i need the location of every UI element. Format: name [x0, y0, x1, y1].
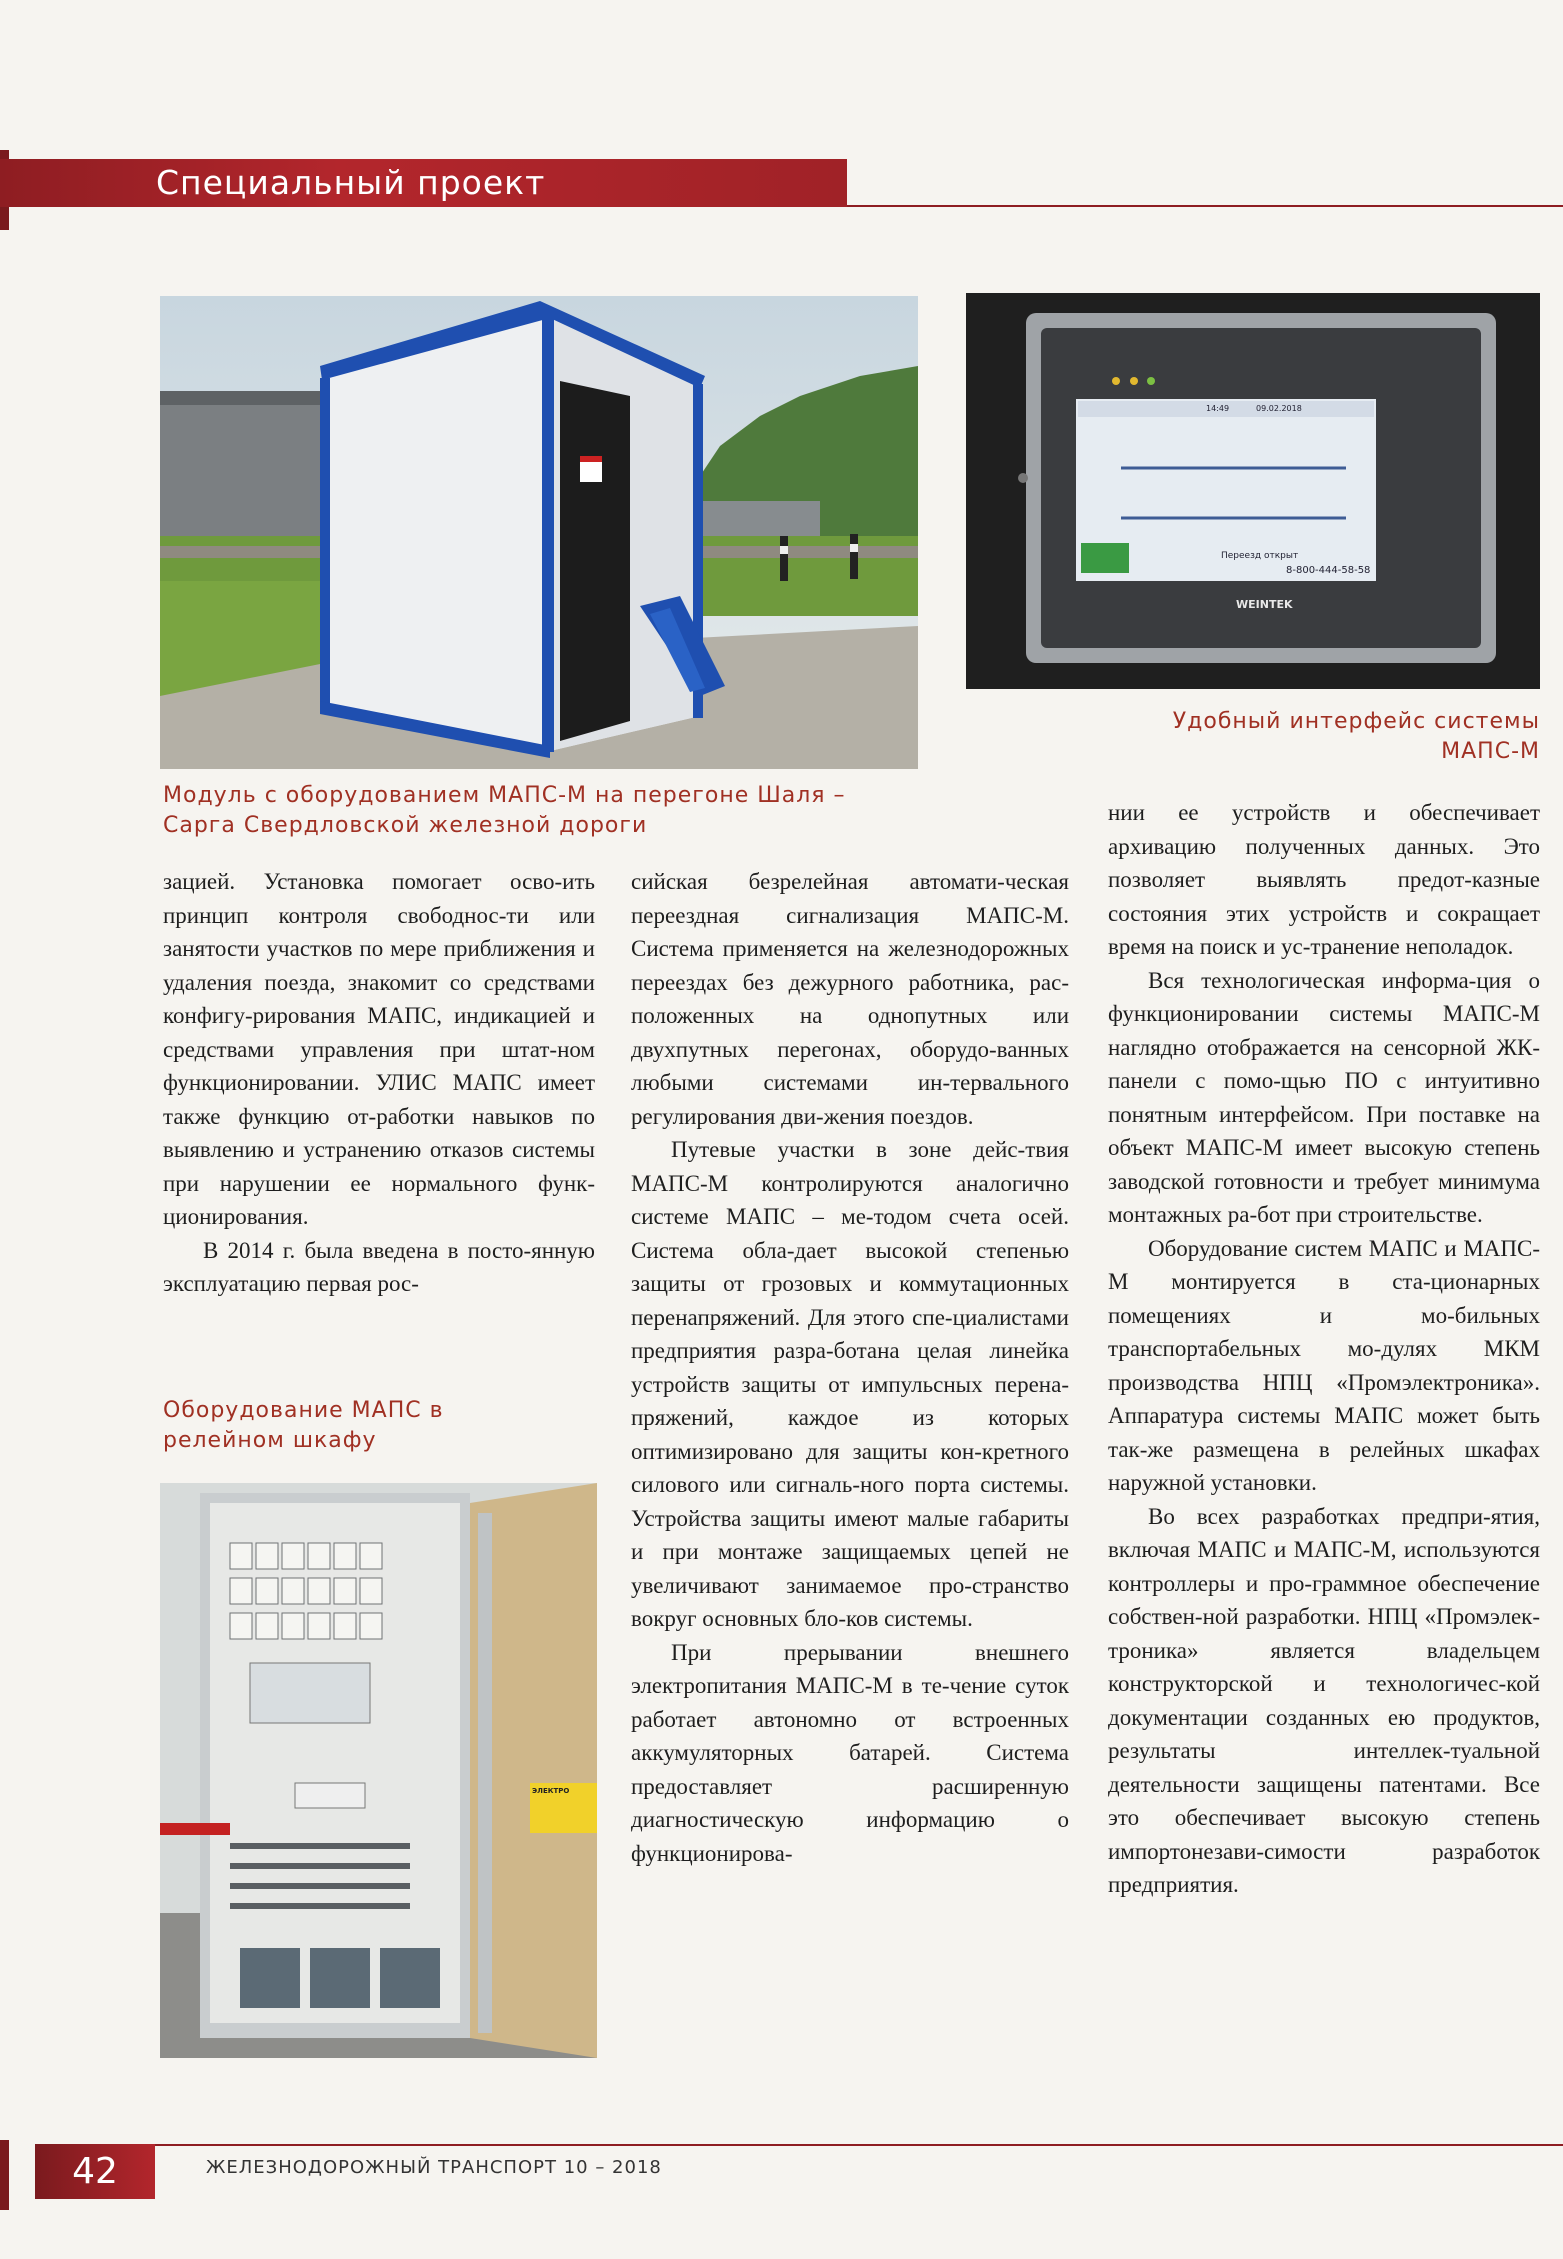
photo-interface [966, 293, 1540, 689]
article-column-2 [631, 865, 1069, 1870]
header-rule [847, 205, 1563, 207]
caption-photo-interface: Удобный интерфейс системы МАПС-М [1172, 709, 1540, 764]
paragraph: сийская безрелейная автомати-ческая переездная сигнализация МАПС-М. Система применяется на железнодорожных переездах без дежурного работника, рас-положенных на однопутных или двухпутных перегонах, оборудо-ванных любыми системами ин-тервального регулирования дви-жения поездов. [631, 869, 1069, 1129]
panel-brand: WEINTEK [1236, 598, 1293, 611]
screen-date: 09.02.2018 [1256, 404, 1302, 413]
screen-crossing-status: Переезд открыт [1221, 551, 1299, 561]
screen-phone: 8-800-444-58-58 [1286, 565, 1371, 576]
section-header [0, 159, 847, 207]
article-column-1 [163, 865, 595, 1301]
journal-title: ЖЕЛЕЗНОДОРОЖНЫЙ ТРАНСПОРТ 10 – 2018 [206, 2157, 662, 2178]
paragraph: нии ее устройств и обеспечивает архивацию полученных данных. Это позволяет выявлять предот-казные состояния этих устройств и сокращает время на поиск и ус-транение неполадок. [1108, 800, 1540, 959]
caption-photo-cabinet: Оборудование МАПС в релейном шкафу [163, 1398, 444, 1453]
article-column-3 [1108, 796, 1540, 1902]
warning-sign: ЭЛЕКТРО [532, 1787, 570, 1795]
footer-rule [120, 2144, 1563, 2146]
paragraph: В 2014 г. была введена в посто-янную эксплуатацию первая рос- [163, 1237, 595, 1296]
photo-cabinet [160, 1483, 597, 2058]
caption-photo-module: Модуль с оборудованием МАПС-М на перегоне Шаля – Сарга Свердловской железной дороги [163, 783, 846, 838]
section-label: Специальный проект [156, 163, 546, 202]
paragraph: зацией. Установка помогает осво-ить принцип контроля свободнос-ти или занятости участков по мере приближения и удаления поезда, знакомит со средствами конфигу-рирования МАПС, индикацией и средствами управления при штат-ном функционировании. УЛИС МАПС имеет также функцию от-работки навыков по выявлению и устранению отказов системы при нарушении ее нормального функ-ционирования. [163, 869, 595, 1229]
photo-module [160, 296, 918, 769]
screen-time: 14:49 [1206, 404, 1230, 413]
edge-mark [0, 2140, 9, 2210]
paragraph: Вся технологическая информа-ция о функционировании системы МАПС-М наглядно отображается на сенсорной ЖК-панели с помо-щью ПО с интуитивно понятным интерфейсом. При поставке на объект МАПС-М имеет высокую степень заводской готовности и требует минимума монтажных ра-бот при строительстве. [1108, 967, 1540, 1227]
paragraph: Во всех разработках предпри-ятия, включая МАПС и МАПС-М, используются контроллеры и про-граммное обеспечение собствен-ной разработки. НПЦ «Промэлек-троника» является владельцем конструкторской и технологичес-кой документации созданных ею продуктов, результаты интеллек-туальной деятельности защищены патентами. Все это обеспечивает высокую степень импортонезави-симости разработок предприятия. [1108, 1503, 1540, 1897]
page-number: 42 [35, 2144, 155, 2199]
paragraph: Оборудование систем МАПС и МАПС-М монтируется в ста-ционарных помещениях и мо-бильных транспортабельных мо-дулях МКМ производства НПЦ «Промэлектроника». Аппаратура системы МАПС может быть так-же размещена в релейных шкафах наружной установки. [1108, 1235, 1540, 1495]
paragraph: При прерывании внешнего электропитания МАПС-М в те-чение суток работает автономно от встроенных аккумуляторных батарей. Система предоставляет расширенную диагностическую информацию о функционирова- [631, 1639, 1069, 1866]
paragraph: Путевые участки в зоне дейс-твия МАПС-М контролируются аналогично системе МАПС – ме-тодом счета осей. Система обла-дает высокой степенью защиты от грозовых и коммутационных перенапряжений. Для этого спе-циалистами предприятия разра-ботана целая линейка устройств защиты от импульсных перена-пряжений, каждое из которых оптимизировано для защиты кон-кретного силового или сигналь-ного порта системы. Устройства защиты имеют малые габариты и при монтаже защищаемых цепей не увеличивают занимаемое про-странство вокруг основных бло-ков системы. [631, 1137, 1069, 1631]
